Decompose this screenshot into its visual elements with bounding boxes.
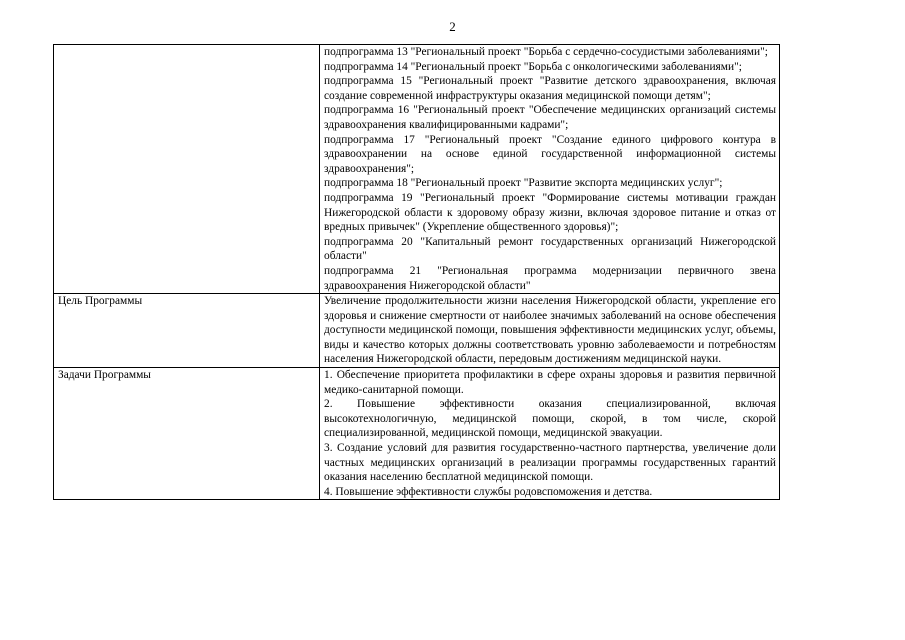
- row-label-goal: Цель Программы: [54, 294, 320, 368]
- task-item-1: 1. Обеспечение приоритета профилактики в сфере охраны здоровья и развития первичной медико-санитарной помощи.: [324, 369, 776, 396]
- subprogram-20: подпрограмма 20 "Капитальный ремонт государственных организаций Нижегородской области": [324, 235, 776, 263]
- subprogram-16: подпрограмма 16 "Региональный проект "Обеспечение медицинских организаций системы здравоохранения квалифицированными кадрами";: [324, 104, 776, 131]
- row-label: [54, 45, 320, 294]
- subprogram-15: подпрограмма 15 "Региональный проект "Развитие детского здравоохранения, включая создание современной инфраструктуры оказания медицинской помощи детям";: [324, 75, 776, 102]
- subprogram-17: подпрограмма 17 "Региональный проект "Создание единого цифрового контура в здравоохранении на основе единой государственной информационной системы здравоохранения";: [324, 133, 776, 175]
- table-row-goal: [54, 294, 780, 368]
- subprogram-list: [320, 45, 780, 294]
- tasks-list: [320, 368, 780, 500]
- task-item-3: 3. Создание условий для развития государственно-частного партнерства, увеличение доли частных медицинских организаций в реализации программы государственных гарантий оказания населению бесплатной медицинской помощи.: [324, 442, 776, 484]
- row-label-tasks: Задачи Программы: [54, 368, 320, 500]
- table-row-subprograms: [54, 45, 780, 294]
- subprogram-13: подпрограмма 13 "Региональный проект "Борьба с сердечно-сосудистыми заболеваниями";: [324, 46, 768, 58]
- subprogram-19: подпрограмма 19 "Региональный проект "Формирование системы мотивации граждан Нижегородской области к здоровому образу жизни, включая здоровое питание и отказ от вредных привычек" (Укрепление общественного здоровья)";: [324, 191, 776, 234]
- page-number: 2: [449, 19, 456, 34]
- task-item-2: 2. Повышение эффективности оказания специализированной, включая высокотехнологичную, медицинской помощи, скорой, в том числе, скорой специализированной, медицинской помощи, медицинской эвакуации.: [324, 398, 776, 440]
- goal-text: Увеличение продолжительности жизни населения Нижегородской области, укрепление его здоровья и снижение смертности от наиболее значимых заболеваний на основе обеспечения доступности медицинской помощи, повышения эффективности медицинских услуг, объемы, виды и качество которых должны соответствовать уровню заболеваемости и потребностям населения Нижегородской области, передовым достижениям медицинской науки.: [324, 295, 776, 366]
- subprogram-21: подпрограмма 21 "Региональная программа модернизации первичного звена здравоохранения Нижегородской области": [324, 264, 776, 292]
- subprogram-14: подпрограмма 14 "Региональный проект "Борьба с онкологическими заболеваниями";: [324, 60, 742, 73]
- subprogram-18: подпрограмма 18 "Региональный проект "Развитие экспорта медицинских услуг";: [324, 177, 723, 190]
- table-row-tasks: [54, 368, 780, 500]
- task-item-4: 4. Повышение эффективности службы родовспоможения и детства.: [324, 485, 653, 498]
- goal-text-cell: [320, 294, 780, 368]
- program-passport-table: [53, 44, 780, 500]
